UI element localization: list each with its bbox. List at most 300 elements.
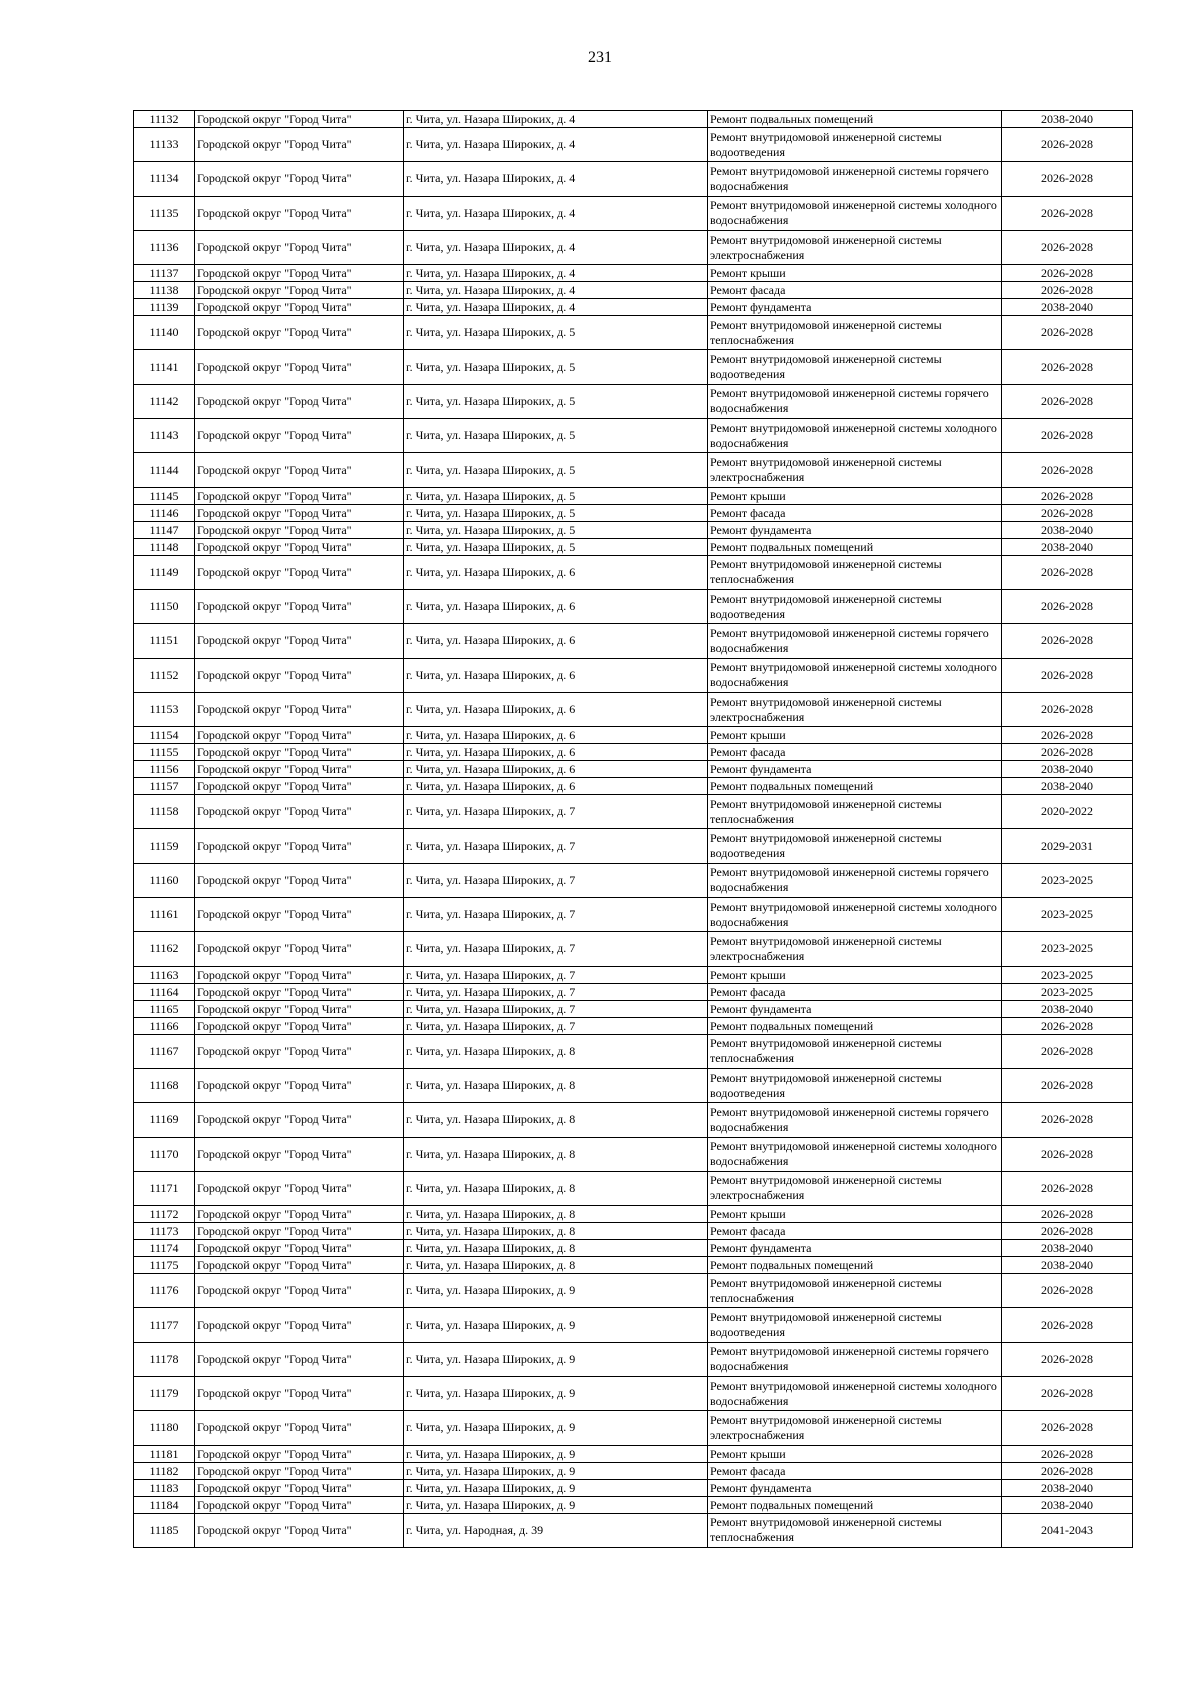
district-cell: Городской округ "Город Чита" [195, 265, 404, 282]
work-type-cell: Ремонт подвальных помещений [708, 111, 1002, 128]
address-cell: г. Чита, ул. Назара Широких, д. 6 [404, 727, 708, 744]
address-cell: г. Чита, ул. Назара Широких, д. 7 [404, 795, 708, 829]
table-row [134, 299, 1133, 316]
work-type-cell: Ремонт внутридомовой инженерной системы холодного водоснабжения [708, 1377, 1002, 1411]
row-number-cell: 11162 [134, 932, 195, 966]
table-row [134, 1206, 1133, 1223]
address-cell: г. Чита, ул. Назара Широких, д. 9 [404, 1342, 708, 1376]
row-number-cell: 11165 [134, 1000, 195, 1017]
district-cell: Городской округ "Город Чита" [195, 162, 404, 196]
district-cell: Городской округ "Город Чита" [195, 1479, 404, 1496]
period-cell: 2026-2028 [1002, 384, 1133, 418]
work-type-cell: Ремонт фасада [708, 1462, 1002, 1479]
address-cell: г. Чита, ул. Назара Широких, д. 6 [404, 658, 708, 692]
work-type-cell: Ремонт крыши [708, 1206, 1002, 1223]
district-cell: Городской округ "Город Чита" [195, 504, 404, 521]
address-cell: г. Чита, ул. Назара Широких, д. 7 [404, 898, 708, 932]
work-type-cell: Ремонт внутридомовой инженерной системы горячего водоснабжения [708, 384, 1002, 418]
row-number-cell: 11174 [134, 1240, 195, 1257]
row-number-cell: 11147 [134, 521, 195, 538]
row-number-cell: 11176 [134, 1274, 195, 1308]
period-cell: 2026-2028 [1002, 1342, 1133, 1376]
row-number-cell: 11156 [134, 761, 195, 778]
work-type-cell: Ремонт подвальных помещений [708, 538, 1002, 555]
row-number-cell: 11157 [134, 778, 195, 795]
row-number-cell: 11180 [134, 1411, 195, 1445]
district-cell: Городской округ "Город Чита" [195, 521, 404, 538]
period-cell: 2026-2028 [1002, 1308, 1133, 1342]
district-cell: Городской округ "Город Чита" [195, 658, 404, 692]
district-cell: Городской округ "Город Чита" [195, 1137, 404, 1171]
table-row [134, 1496, 1133, 1513]
address-cell: г. Чита, ул. Назара Широких, д. 7 [404, 829, 708, 863]
address-cell: г. Чита, ул. Назара Широких, д. 6 [404, 778, 708, 795]
period-cell: 2026-2028 [1002, 350, 1133, 384]
row-number-cell: 11168 [134, 1068, 195, 1102]
row-number-cell: 11132 [134, 111, 195, 128]
period-cell: 2038-2040 [1002, 1240, 1133, 1257]
table-row [134, 538, 1133, 555]
period-cell: 2026-2028 [1002, 1462, 1133, 1479]
period-cell: 2026-2028 [1002, 1206, 1133, 1223]
period-cell: 2023-2025 [1002, 932, 1133, 966]
address-cell: г. Чита, ул. Назара Широких, д. 7 [404, 932, 708, 966]
work-type-cell: Ремонт внутридомовой инженерной системы электроснабжения [708, 1411, 1002, 1445]
address-cell: г. Чита, ул. Назара Широких, д. 6 [404, 624, 708, 658]
work-type-cell: Ремонт внутридомовой инженерной системы водоотведения [708, 1068, 1002, 1102]
row-number-cell: 11142 [134, 384, 195, 418]
district-cell: Городской округ "Город Чита" [195, 589, 404, 623]
address-cell: г. Чита, ул. Назара Широких, д. 9 [404, 1377, 708, 1411]
work-type-cell: Ремонт фундамента [708, 1000, 1002, 1017]
table-row [134, 350, 1133, 384]
work-type-cell: Ремонт внутридомовой инженерной системы холодного водоснабжения [708, 898, 1002, 932]
work-type-cell: Ремонт внутридомовой инженерной системы электроснабжения [708, 932, 1002, 966]
district-cell: Городской округ "Город Чита" [195, 1274, 404, 1308]
address-cell: г. Чита, ул. Назара Широких, д. 5 [404, 419, 708, 453]
row-number-cell: 11148 [134, 538, 195, 555]
district-cell: Городской округ "Город Чита" [195, 1257, 404, 1274]
table-row [134, 932, 1133, 966]
district-cell: Городской округ "Город Чита" [195, 1103, 404, 1137]
district-cell: Городской округ "Город Чита" [195, 692, 404, 726]
period-cell: 2026-2028 [1002, 282, 1133, 299]
table-row [134, 316, 1133, 350]
table-row [134, 795, 1133, 829]
table-row [134, 111, 1133, 128]
period-cell: 2041-2043 [1002, 1513, 1133, 1547]
table-row [134, 983, 1133, 1000]
district-cell: Городской округ "Город Чита" [195, 487, 404, 504]
district-cell: Городской округ "Город Чита" [195, 555, 404, 589]
table-row [134, 863, 1133, 897]
work-type-cell: Ремонт фундамента [708, 761, 1002, 778]
table-row [134, 521, 1133, 538]
address-cell: г. Чита, ул. Назара Широких, д. 8 [404, 1240, 708, 1257]
work-type-cell: Ремонт фасада [708, 504, 1002, 521]
address-cell: г. Чита, ул. Назара Широких, д. 5 [404, 521, 708, 538]
address-cell: г. Чита, ул. Назара Широких, д. 4 [404, 299, 708, 316]
district-cell: Городской округ "Город Чита" [195, 1223, 404, 1240]
table-row [134, 128, 1133, 162]
table-row [134, 829, 1133, 863]
period-cell: 2026-2028 [1002, 162, 1133, 196]
work-type-cell: Ремонт внутридомовой инженерной системы теплоснабжения [708, 1034, 1002, 1068]
work-type-cell: Ремонт крыши [708, 727, 1002, 744]
row-number-cell: 11166 [134, 1017, 195, 1034]
address-cell: г. Чита, ул. Назара Широких, д. 4 [404, 265, 708, 282]
table-row [134, 744, 1133, 761]
district-cell: Городской округ "Город Чита" [195, 1496, 404, 1513]
work-type-cell: Ремонт внутридомовой инженерной системы водоотведения [708, 829, 1002, 863]
district-cell: Городской округ "Город Чита" [195, 384, 404, 418]
period-cell: 2038-2040 [1002, 521, 1133, 538]
row-number-cell: 11150 [134, 589, 195, 623]
table-row [134, 1068, 1133, 1102]
district-cell: Городской округ "Город Чита" [195, 316, 404, 350]
table-row [134, 898, 1133, 932]
period-cell: 2023-2025 [1002, 983, 1133, 1000]
row-number-cell: 11139 [134, 299, 195, 316]
work-type-cell: Ремонт фасада [708, 282, 1002, 299]
period-cell: 2023-2025 [1002, 966, 1133, 983]
district-cell: Городской округ "Город Чита" [195, 282, 404, 299]
work-type-cell: Ремонт фасада [708, 1223, 1002, 1240]
table-row [134, 1445, 1133, 1462]
district-cell: Городской округ "Город Чита" [195, 983, 404, 1000]
period-cell: 2026-2028 [1002, 727, 1133, 744]
district-cell: Городской округ "Город Чита" [195, 727, 404, 744]
period-cell: 2026-2028 [1002, 316, 1133, 350]
district-cell: Городской округ "Город Чита" [195, 299, 404, 316]
row-number-cell: 11151 [134, 624, 195, 658]
work-type-cell: Ремонт внутридомовой инженерной системы водоотведения [708, 128, 1002, 162]
row-number-cell: 11138 [134, 282, 195, 299]
table-row [134, 761, 1133, 778]
table-row [134, 487, 1133, 504]
address-cell: г. Чита, ул. Назара Широких, д. 5 [404, 538, 708, 555]
period-cell: 2026-2028 [1002, 230, 1133, 264]
period-cell: 2026-2028 [1002, 1171, 1133, 1205]
row-number-cell: 11183 [134, 1479, 195, 1496]
address-cell: г. Чита, ул. Назара Широких, д. 6 [404, 744, 708, 761]
period-cell: 2023-2025 [1002, 898, 1133, 932]
row-number-cell: 11141 [134, 350, 195, 384]
district-cell: Городской округ "Город Чита" [195, 1377, 404, 1411]
work-type-cell: Ремонт внутридомовой инженерной системы водоотведения [708, 1308, 1002, 1342]
table-row [134, 1034, 1133, 1068]
table-row [134, 1017, 1133, 1034]
row-number-cell: 11182 [134, 1462, 195, 1479]
work-type-cell: Ремонт крыши [708, 487, 1002, 504]
row-number-cell: 11164 [134, 983, 195, 1000]
address-cell: г. Чита, ул. Народная, д. 39 [404, 1513, 708, 1547]
period-cell: 2026-2028 [1002, 1034, 1133, 1068]
work-type-cell: Ремонт внутридомовой инженерной системы холодного водоснабжения [708, 419, 1002, 453]
work-type-cell: Ремонт внутридомовой инженерной системы горячего водоснабжения [708, 1342, 1002, 1376]
district-cell: Городской округ "Город Чита" [195, 744, 404, 761]
district-cell: Городской округ "Город Чита" [195, 1000, 404, 1017]
period-cell: 2026-2028 [1002, 1274, 1133, 1308]
row-number-cell: 11181 [134, 1445, 195, 1462]
period-cell: 2026-2028 [1002, 504, 1133, 521]
district-cell: Городской округ "Город Чита" [195, 1171, 404, 1205]
row-number-cell: 11144 [134, 453, 195, 487]
row-number-cell: 11154 [134, 727, 195, 744]
table-row [134, 1462, 1133, 1479]
row-number-cell: 11172 [134, 1206, 195, 1223]
period-cell: 2038-2040 [1002, 761, 1133, 778]
address-cell: г. Чита, ул. Назара Широких, д. 7 [404, 863, 708, 897]
address-cell: г. Чита, ул. Назара Широких, д. 4 [404, 111, 708, 128]
period-cell: 2038-2040 [1002, 1257, 1133, 1274]
period-cell: 2026-2028 [1002, 1068, 1133, 1102]
row-number-cell: 11184 [134, 1496, 195, 1513]
period-cell: 2026-2028 [1002, 265, 1133, 282]
work-type-cell: Ремонт внутридомовой инженерной системы электроснабжения [708, 453, 1002, 487]
table-row [134, 419, 1133, 453]
address-cell: г. Чита, ул. Назара Широких, д. 9 [404, 1479, 708, 1496]
period-cell: 2026-2028 [1002, 744, 1133, 761]
period-cell: 2026-2028 [1002, 1223, 1133, 1240]
period-cell: 2020-2022 [1002, 795, 1133, 829]
district-cell: Городской округ "Город Чита" [195, 795, 404, 829]
address-cell: г. Чита, ул. Назара Широких, д. 8 [404, 1206, 708, 1223]
table-row [134, 1377, 1133, 1411]
address-cell: г. Чита, ул. Назара Широких, д. 8 [404, 1137, 708, 1171]
period-cell: 2026-2028 [1002, 196, 1133, 230]
table-row [134, 162, 1133, 196]
table-row [134, 384, 1133, 418]
work-type-cell: Ремонт внутридомовой инженерной системы теплоснабжения [708, 555, 1002, 589]
address-cell: г. Чита, ул. Назара Широких, д. 4 [404, 282, 708, 299]
period-cell: 2026-2028 [1002, 487, 1133, 504]
work-type-cell: Ремонт подвальных помещений [708, 778, 1002, 795]
work-type-cell: Ремонт внутридомовой инженерной системы электроснабжения [708, 230, 1002, 264]
row-number-cell: 11171 [134, 1171, 195, 1205]
table-row [134, 265, 1133, 282]
work-type-cell: Ремонт подвальных помещений [708, 1257, 1002, 1274]
period-cell: 2038-2040 [1002, 299, 1133, 316]
period-cell: 2026-2028 [1002, 1103, 1133, 1137]
district-cell: Городской округ "Город Чита" [195, 778, 404, 795]
table-row [134, 1103, 1133, 1137]
work-type-cell: Ремонт внутридомовой инженерной системы водоотведения [708, 350, 1002, 384]
period-cell: 2026-2028 [1002, 453, 1133, 487]
table-row [134, 1171, 1133, 1205]
work-type-cell: Ремонт подвальных помещений [708, 1017, 1002, 1034]
district-cell: Городской округ "Город Чита" [195, 932, 404, 966]
work-type-cell: Ремонт фундамента [708, 1240, 1002, 1257]
address-cell: г. Чита, ул. Назара Широких, д. 9 [404, 1445, 708, 1462]
period-cell: 2026-2028 [1002, 624, 1133, 658]
district-cell: Городской округ "Город Чита" [195, 863, 404, 897]
district-cell: Городской округ "Город Чита" [195, 1068, 404, 1102]
row-number-cell: 11185 [134, 1513, 195, 1547]
period-cell: 2026-2028 [1002, 1017, 1133, 1034]
address-cell: г. Чита, ул. Назара Широких, д. 5 [404, 453, 708, 487]
table-row [134, 1479, 1133, 1496]
district-cell: Городской округ "Город Чита" [195, 196, 404, 230]
address-cell: г. Чита, ул. Назара Широких, д. 4 [404, 230, 708, 264]
work-type-cell: Ремонт крыши [708, 966, 1002, 983]
period-cell: 2026-2028 [1002, 1445, 1133, 1462]
row-number-cell: 11159 [134, 829, 195, 863]
work-type-cell: Ремонт подвальных помещений [708, 1496, 1002, 1513]
address-cell: г. Чита, ул. Назара Широких, д. 5 [404, 350, 708, 384]
period-cell: 2026-2028 [1002, 1411, 1133, 1445]
row-number-cell: 11143 [134, 419, 195, 453]
district-cell: Городской округ "Город Чита" [195, 128, 404, 162]
table-row [134, 1308, 1133, 1342]
period-cell: 2038-2040 [1002, 1479, 1133, 1496]
address-cell: г. Чита, ул. Назара Широких, д. 8 [404, 1171, 708, 1205]
district-cell: Городской округ "Город Чита" [195, 761, 404, 778]
district-cell: Городской округ "Город Чита" [195, 829, 404, 863]
table-row [134, 1137, 1133, 1171]
table-row [134, 727, 1133, 744]
table-row [134, 196, 1133, 230]
table-row [134, 589, 1133, 623]
work-type-cell: Ремонт внутридомовой инженерной системы теплоснабжения [708, 316, 1002, 350]
address-cell: г. Чита, ул. Назара Широких, д. 8 [404, 1034, 708, 1068]
work-type-cell: Ремонт внутридомовой инженерной системы холодного водоснабжения [708, 1137, 1002, 1171]
district-cell: Городской округ "Город Чита" [195, 1462, 404, 1479]
work-type-cell: Ремонт внутридомовой инженерной системы горячего водоснабжения [708, 624, 1002, 658]
district-cell: Городской округ "Город Чита" [195, 230, 404, 264]
work-type-cell: Ремонт внутридомовой инженерной системы холодного водоснабжения [708, 658, 1002, 692]
page-number: 231 [588, 49, 612, 66]
row-number-cell: 11140 [134, 316, 195, 350]
district-cell: Городской округ "Город Чита" [195, 350, 404, 384]
repair-schedule-table [133, 110, 1133, 1548]
row-number-cell: 11170 [134, 1137, 195, 1171]
work-type-cell: Ремонт фундамента [708, 521, 1002, 538]
period-cell: 2023-2025 [1002, 863, 1133, 897]
work-type-cell: Ремонт внутридомовой инженерной системы теплоснабжения [708, 795, 1002, 829]
period-cell: 2038-2040 [1002, 538, 1133, 555]
period-cell: 2026-2028 [1002, 419, 1133, 453]
district-cell: Городской округ "Город Чита" [195, 111, 404, 128]
table-row [134, 230, 1133, 264]
address-cell: г. Чита, ул. Назара Широких, д. 9 [404, 1462, 708, 1479]
district-cell: Городской округ "Город Чита" [195, 538, 404, 555]
row-number-cell: 11146 [134, 504, 195, 521]
row-number-cell: 11145 [134, 487, 195, 504]
district-cell: Городской округ "Город Чита" [195, 1342, 404, 1376]
address-cell: г. Чита, ул. Назара Широких, д. 8 [404, 1257, 708, 1274]
district-cell: Городской округ "Город Чита" [195, 1017, 404, 1034]
row-number-cell: 11161 [134, 898, 195, 932]
work-type-cell: Ремонт внутридомовой инженерной системы горячего водоснабжения [708, 162, 1002, 196]
address-cell: г. Чита, ул. Назара Широких, д. 7 [404, 966, 708, 983]
address-cell: г. Чита, ул. Назара Широких, д. 6 [404, 692, 708, 726]
period-cell: 2026-2028 [1002, 589, 1133, 623]
work-type-cell: Ремонт внутридомовой инженерной системы горячего водоснабжения [708, 1103, 1002, 1137]
period-cell: 2029-2031 [1002, 829, 1133, 863]
period-cell: 2026-2028 [1002, 1137, 1133, 1171]
work-type-cell: Ремонт фасада [708, 983, 1002, 1000]
district-cell: Городской округ "Город Чита" [195, 1308, 404, 1342]
address-cell: г. Чита, ул. Назара Широких, д. 4 [404, 128, 708, 162]
address-cell: г. Чита, ул. Назара Широких, д. 6 [404, 761, 708, 778]
table-row [134, 555, 1133, 589]
table-body [134, 111, 1133, 1548]
address-cell: г. Чита, ул. Назара Широких, д. 7 [404, 1017, 708, 1034]
district-cell: Городской округ "Город Чита" [195, 1513, 404, 1547]
period-cell: 2038-2040 [1002, 111, 1133, 128]
row-number-cell: 11134 [134, 162, 195, 196]
address-cell: г. Чита, ул. Назара Широких, д. 7 [404, 1000, 708, 1017]
address-cell: г. Чита, ул. Назара Широких, д. 9 [404, 1274, 708, 1308]
row-number-cell: 11175 [134, 1257, 195, 1274]
table-row [134, 1223, 1133, 1240]
table-row [134, 1274, 1133, 1308]
address-cell: г. Чита, ул. Назара Широких, д. 6 [404, 589, 708, 623]
district-cell: Городской округ "Город Чита" [195, 419, 404, 453]
address-cell: г. Чита, ул. Назара Широких, д. 7 [404, 983, 708, 1000]
table-row [134, 624, 1133, 658]
work-type-cell: Ремонт внутридомовой инженерной системы теплоснабжения [708, 1513, 1002, 1547]
address-cell: г. Чита, ул. Назара Широких, д. 6 [404, 555, 708, 589]
work-type-cell: Ремонт фундамента [708, 1479, 1002, 1496]
row-number-cell: 11163 [134, 966, 195, 983]
row-number-cell: 11178 [134, 1342, 195, 1376]
address-cell: г. Чита, ул. Назара Широких, д. 8 [404, 1223, 708, 1240]
row-number-cell: 11160 [134, 863, 195, 897]
work-type-cell: Ремонт внутридомовой инженерной системы холодного водоснабжения [708, 196, 1002, 230]
table-row [134, 966, 1133, 983]
period-cell: 2026-2028 [1002, 692, 1133, 726]
row-number-cell: 11153 [134, 692, 195, 726]
address-cell: г. Чита, ул. Назара Широких, д. 5 [404, 504, 708, 521]
address-cell: г. Чита, ул. Назара Широких, д. 8 [404, 1068, 708, 1102]
district-cell: Городской округ "Город Чита" [195, 1445, 404, 1462]
table-row [134, 504, 1133, 521]
work-type-cell: Ремонт внутридомовой инженерной системы водоотведения [708, 589, 1002, 623]
row-number-cell: 11133 [134, 128, 195, 162]
table-row [134, 1513, 1133, 1547]
table-row [134, 778, 1133, 795]
row-number-cell: 11158 [134, 795, 195, 829]
row-number-cell: 11136 [134, 230, 195, 264]
address-cell: г. Чита, ул. Назара Широких, д. 4 [404, 196, 708, 230]
district-cell: Городской округ "Город Чита" [195, 966, 404, 983]
period-cell: 2026-2028 [1002, 1377, 1133, 1411]
table-row [134, 692, 1133, 726]
district-cell: Городской округ "Город Чита" [195, 453, 404, 487]
work-type-cell: Ремонт внутридомовой инженерной системы электроснабжения [708, 1171, 1002, 1205]
row-number-cell: 11155 [134, 744, 195, 761]
table-row [134, 282, 1133, 299]
work-type-cell: Ремонт внутридомовой инженерной системы теплоснабжения [708, 1274, 1002, 1308]
address-cell: г. Чита, ул. Назара Широких, д. 5 [404, 487, 708, 504]
table-row [134, 658, 1133, 692]
row-number-cell: 11149 [134, 555, 195, 589]
table-row [134, 453, 1133, 487]
work-type-cell: Ремонт фундамента [708, 299, 1002, 316]
work-type-cell: Ремонт крыши [708, 1445, 1002, 1462]
row-number-cell: 11152 [134, 658, 195, 692]
address-cell: г. Чита, ул. Назара Широких, д. 5 [404, 384, 708, 418]
district-cell: Городской округ "Город Чита" [195, 898, 404, 932]
address-cell: г. Чита, ул. Назара Широких, д. 9 [404, 1308, 708, 1342]
district-cell: Городской округ "Город Чита" [195, 624, 404, 658]
row-number-cell: 11173 [134, 1223, 195, 1240]
table-row [134, 1000, 1133, 1017]
district-cell: Городской округ "Город Чита" [195, 1240, 404, 1257]
work-type-cell: Ремонт внутридомовой инженерной системы электроснабжения [708, 692, 1002, 726]
